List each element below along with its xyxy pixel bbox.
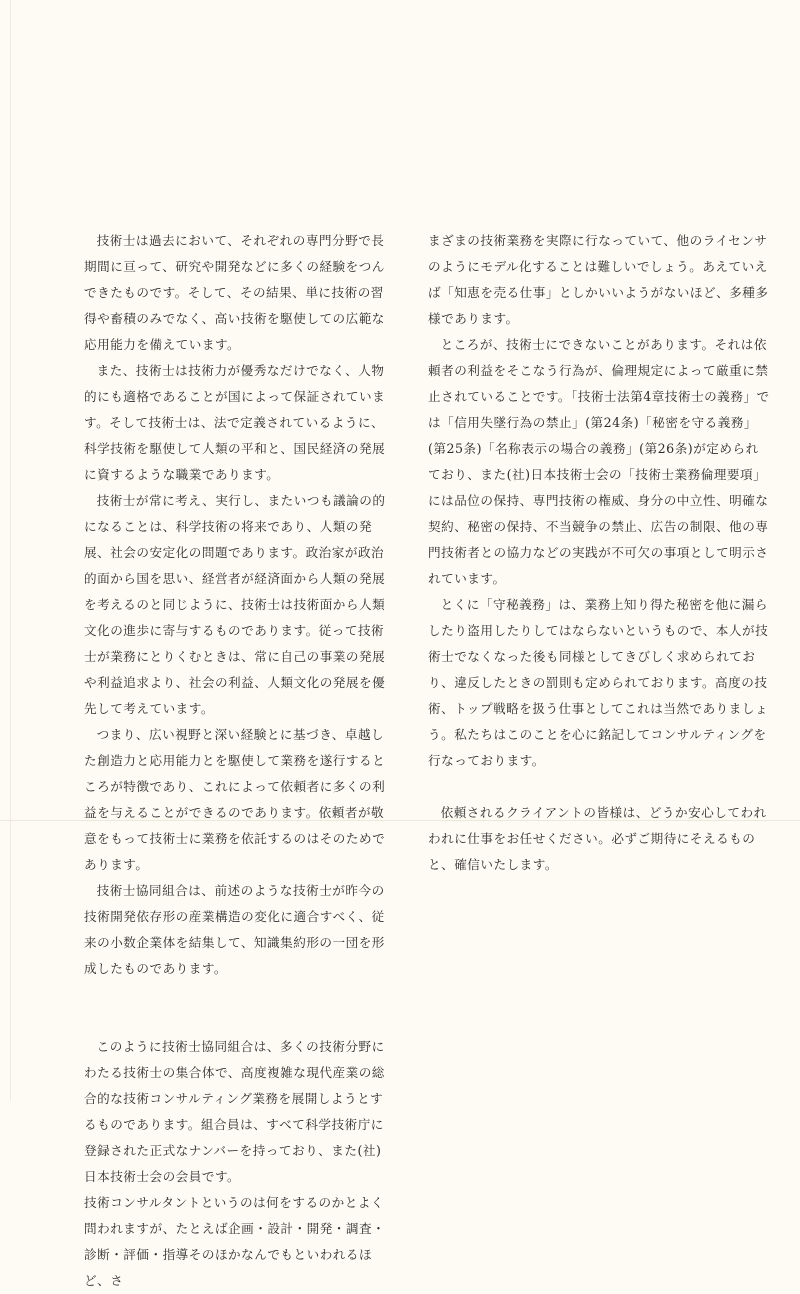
paragraph: 技術士が常に考え、実行し、またいつも議論の的になることは、科学技術の将来であり、人類の発展、社会の安定化の問題であります。政治家が政治的面から国を思い、経営者が経済面から人類の発展を考えるのと同じように、技術士は技術面から人類文化の進歩に寄与するものであります。従って技術士が業務にとりくむときは、常に自己の事業の発展や利益追求より、社会の利益、人類文化の発展を優先して考えています。 [84,493,386,716]
right-column [428,228,770,878]
paragraph: このように技術士協同組合は、多くの技術分野にわたる技術士の集合体で、高度複雑な現代産業の総合的な技術コンサルティング業務を展開しようとするものであります。組合員は、すべて科学技術庁に登録された正式なナンバーを持っており、また(社)日本技術士会の会員です。 [84,1039,385,1184]
paragraph: まざまの技術業務を実際に行なっていて、他のライセンサのようにモデル化することは難しいでしょう。あえていえば「知恵を売る仕事」としかいいようがないほど、多種多様であります。 [428,233,769,326]
paragraph [428,774,770,800]
paragraph: ところが、技術士にできないことがあります。それは依頼者の利益をそこなう行為が、倫理規定によって厳重に禁止されていることです。「技術士法第4章技術士の義務」では「信用失墜行為の禁止」(第24条)「秘密を守る義務」(第25条)「名称表示の場合の義務」(第26条)が定められており、また(社)日本技術士会の「技術士業務倫理要項」には品位の保持、専門技術の権威、身分の中立性、明確な契約、秘密の保持、不当競争の禁止、広告の制限、他の専門技術者との協力などの実践が不可欠の事項として明示されています。 [428,337,770,586]
paragraph [84,1008,390,1034]
paragraph: 技術コンサルタントというのは何をするのかとよく問われますが、たとえば企画・設計・開発・調査・診断・評価・指導そのほかなんでもといわれるほど、さ [84,1195,386,1288]
paragraph: とくに「守秘義務」は、業務上知り得た秘密を他に漏らしたり盗用したりしてはならないというもので、本人が技術士でなくなった後も同様としてきびしく求められており、違反したときの罰則も定められております。高度の技術、トップ戦略を扱う仕事としてこれは当然でありましょう。私たちはこのことを心に銘記してコンサルティングを行なっております。 [428,597,769,768]
left-column [84,228,390,1294]
paragraph: つまり、広い視野と深い経験とに基づき、卓越した創造力と応用能力とを駆使して業務を遂行するところが特徴であり、これによって依頼者に多くの利益を与えることができるのであります。依頼者が敬意をもって技術士に業務を依託するのはそのためであります。 [84,727,386,872]
paragraph: 技術士は過去において、それぞれの専門分野で長期間に亘って、研究や開発などに多くの経験をつんできたものです。そして、その結果、単に技術の習得や畜積のみでなく、高い技術を駆使しての広範な応用能力を備えています。 [84,233,385,352]
paragraph: 技術士協同組合は、前述のような技術士が昨今の技術開発依存形の産業構造の変化に適合すべく、従来の小数企業体を結集して、知識集約形の一団を形成したものであります。 [84,883,385,976]
fold-line-vertical [10,0,11,1101]
paragraph: 依頼されるクライアントの皆様は、どうか安心してわれわれに仕事をお任せください。必ずご期待にそえるものと、確信いたします。 [428,805,767,872]
paragraph: また、技術士は技術力が優秀なだけでなく、人物的にも適格であることが国によって保証されています。そして技術士は、法で定義されているように、科学技術を駆使して人類の平和と、国民経済の発展に資するような職業であります。 [84,363,386,482]
paragraph [84,982,390,1008]
